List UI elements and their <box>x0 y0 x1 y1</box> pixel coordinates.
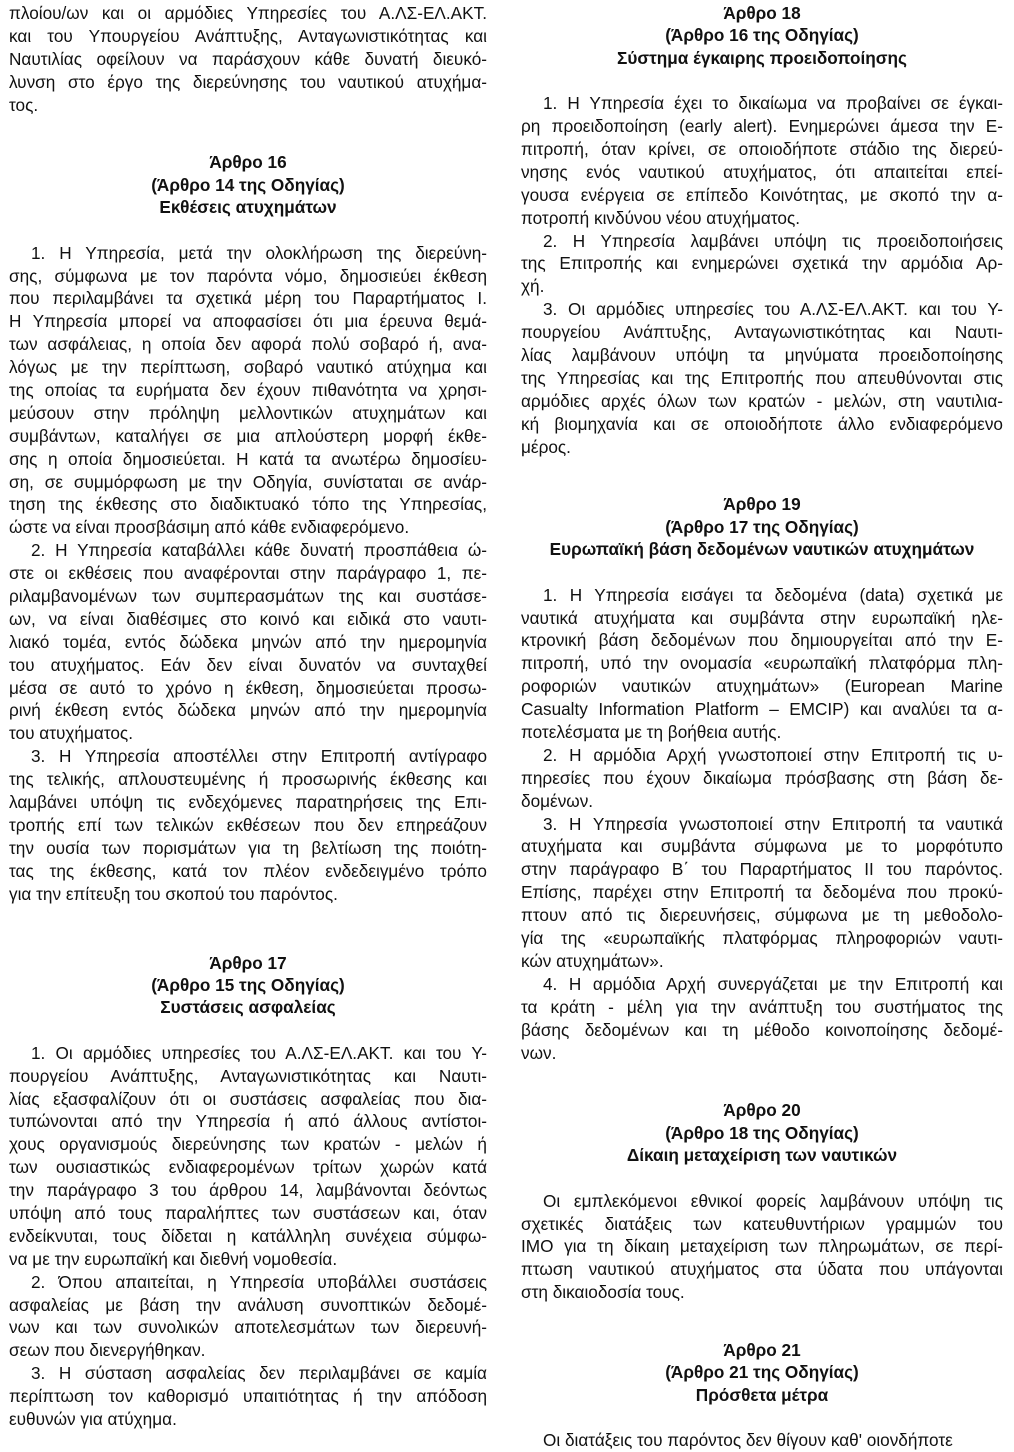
text-line: Οι διατάξεις του παρόντος δεν θίγουν καθ' οιονδήποτε <box>543 1430 953 1451</box>
text-line: σεων που διενεργήθηκαν. <box>9 1340 206 1361</box>
text-line: λαμβάνει υπόψη τις ενδεχόμενες παρατηρήσεις της Επι- <box>9 792 487 813</box>
text-line: 2. Όπου απαιτείται, η Υπηρεσία υποβάλλει συστάσεις <box>31 1271 487 1292</box>
paragraph <box>521 744 1003 813</box>
text-line: νησης ενός ναυτικού ατυχήματος, ότι απαιτείται επεί- <box>521 161 1003 182</box>
text-line: στε οι εκθέσεις που αναφέρονται στην παράγραφο 1, πε- <box>9 563 487 584</box>
text-line: πιτροπή, υπό την ονομασία «ευρωπαϊκή πλατφόρμα πλη- <box>521 653 1003 674</box>
text-line: Επίσης, παρέχει στην Επιτροπή τα δεδομένα που προκύ- <box>521 882 1003 903</box>
text-line: κών ατυχημάτων». <box>521 950 664 971</box>
right-column <box>521 2 1003 1452</box>
text-line: για την επίτευξη του σκοπού του παρόντος. <box>9 883 338 904</box>
article-title: Ευρωπαϊκή βάση δεδομένων ναυτικών ατυχημάτων <box>549 539 975 560</box>
text-line: ατυχήματα και συμβάντα σύμφωνα με το μορφότυπο <box>521 836 1003 857</box>
spacer <box>521 1304 1003 1339</box>
text-line: νων και των συνολικών αποτελεσμάτων των διερευνή- <box>9 1317 487 1338</box>
text-line: αρμόδιες αρχές όλων των κρατών - μελών, στη ναυτιλια- <box>521 390 1003 411</box>
article-title: Δίκαιη μεταχείριση των ναυτικών <box>626 1145 898 1166</box>
article-heading-16 <box>9 151 487 218</box>
paragraph <box>9 242 487 540</box>
intro-paragraph <box>9 2 487 116</box>
article-body-16 <box>9 242 487 906</box>
text-line: ποτελέσματα με τη βοήθεια αυτής. <box>521 722 782 743</box>
text-line: ποτροπή κινδύνου νέου ατυχήματος. <box>521 207 801 228</box>
text-line: ώστε να είναι προσβάσιμη από κάθε ενδιαφερόμενο. <box>9 517 410 538</box>
article-directive-ref: (Άρθρο 21 της Οδηγίας) <box>665 1362 859 1383</box>
article-number: Άρθρο 16 <box>209 152 287 173</box>
spacer <box>9 219 487 242</box>
text-line: και του Υπουργείου Ανάπτυξης, Ανταγωνιστικότητας και <box>9 25 487 46</box>
text-line: λόγως με την περίπτωση, σοβαρό ναυτικό ατύχημα και <box>9 357 487 378</box>
text-line: τος. <box>9 94 39 115</box>
paragraph <box>521 813 1003 973</box>
paragraph <box>521 1190 1003 1304</box>
text-line: 1. Η Υπηρεσία, μετά την ολοκλήρωση της διερεύνη- <box>31 242 487 263</box>
text-line: μέσα σε αυτό το χρόνο η έκθεση, δημοσιεύεται προσω- <box>9 677 487 698</box>
text-line: κή βιομηχανία και σε οποιοδήποτε άλλο ενδιαφερόμενο <box>521 413 1003 434</box>
text-line: που περιλαμβάνει τα σχετικά μέρη του Παραρτήματος Ι. <box>9 288 487 309</box>
article-directive-ref: (Άρθρο 17 της Οδηγίας) <box>665 516 859 537</box>
text-line: των ασφάλειας, η οποία δεν αφορά πολύ σοβαρό ή, ανα- <box>9 334 487 355</box>
text-line: πτουν από τις διερευνήσεις, σύμφωνα με τη μεθοδολο- <box>521 905 1003 926</box>
text-line: 1. Η Υπηρεσία εισάγει τα δεδομένα (data) σχετικά με <box>543 584 1003 605</box>
text-line: σχετικές διατάξεις των κατευθυντήριων γραμμών του <box>521 1213 1003 1234</box>
paragraph <box>9 745 487 905</box>
article-title: Σύστημα έγκαιρης προειδοποίησης <box>617 47 907 68</box>
text-line: του ατυχήματος. <box>9 723 133 744</box>
text-line: τηση της έκθεσης στο διαδικτυακό τόπο της Υπηρεσίας, <box>9 494 487 515</box>
article-body-19 <box>521 584 1003 1065</box>
spacer <box>521 1064 1003 1099</box>
text-line: 3. Η Υπηρεσία γνωστοποιεί στην Επιτροπή τα ναυτικά <box>543 813 1003 834</box>
spacer <box>521 1167 1003 1190</box>
article-body-17 <box>9 1042 487 1431</box>
text-line: της Επιτροπής και ενημερώνει σχετικά την αρμόδια Αρ- <box>521 253 1003 274</box>
text-line: τα κράτη - μέλη για την ανάπτυξη του συστήματος της <box>521 996 1003 1017</box>
text-line: γουσα ενέργεια σε επίπεδο Κοινότητας, με σκοπό την α- <box>521 184 1003 205</box>
text-line: δομένων. <box>521 790 594 811</box>
text-line: πουργείου Ανάπτυξης, Ανταγωνιστικότητας και Ναυτι- <box>9 1065 487 1086</box>
article-directive-ref: (Άρθρο 15 της Οδηγίας) <box>151 974 345 995</box>
article-heading-18 <box>521 2 1003 69</box>
text-line: ροφοριών ναυτικών ατυχημάτων» (European Marine <box>521 676 1003 697</box>
article-number: Άρθρο 21 <box>723 1340 801 1361</box>
paragraph <box>9 539 487 745</box>
text-line: συμβάντων, καταλήγει σε μια απλούστερη μορφή έκθε- <box>9 425 487 446</box>
text-line: πουργείου Ανάπτυξης, Ανταγωνιστικότητας και Ναυτι- <box>521 322 1003 343</box>
text-line: λιακό τομέα, εντός δώδεκα μηνών από την ημερομηνία <box>9 631 487 652</box>
paragraph <box>521 92 1003 229</box>
text-line: ρη προειδοποίηση (early alert). Ενημερώνει άμεσα την Ε- <box>521 116 1003 137</box>
text-line: πλοίου/ων και οι αρμόδιες Υπηρεσίες του Α.ΛΣ-ΕΛ.ΑΚΤ. <box>9 3 487 23</box>
article-title: Συστάσεις ασφαλείας <box>160 997 336 1018</box>
text-line: των ουσιαστικώς ενδιαφερομένων τρίτων χωρών κατά <box>9 1157 487 1178</box>
text-line: πηρεσίες που έχουν δικαίωμα πρόσβασης στη βάση δε- <box>521 767 1003 788</box>
article-number: Άρθρο 17 <box>209 952 287 973</box>
text-line: ων, να είναι διαθέσιμες στο κοινό και ειδικά στο ναυτι- <box>9 608 487 629</box>
text-line: ση, σε συμμόρφωση με την Οδηγία, συνίσταται σε ανάρ- <box>9 471 487 492</box>
article-heading-21 <box>521 1339 1003 1406</box>
text-line: λίας λαμβάνουν υπόψη τα μηνύματα προειδοποίησης <box>521 345 1003 366</box>
paragraph <box>521 973 1003 1065</box>
text-line: ευθυνών για ατύχημα. <box>9 1408 177 1429</box>
text-line: την παράγραφο 3 του άρθρου 14, λαμβάνονται δεόντως <box>9 1180 487 1201</box>
spacer <box>521 1406 1003 1429</box>
article-body-21 <box>521 1429 1003 1452</box>
text-line: στη δικαιοδοσία τους. <box>521 1282 685 1303</box>
text-line: λίας εξασφαλίζουν ότι οι συστάσεις ασφαλείας που δια- <box>9 1088 487 1109</box>
text-line: τυπώνονται από την Υπηρεσία ή από άλλους αντίστοι- <box>9 1111 487 1132</box>
text-line: Η Υπηρεσία μπορεί να αποφασίσει ότι μια έρευνα θεμά- <box>9 311 487 332</box>
text-line: χή. <box>521 276 545 297</box>
text-line: του ατυχήματος. Εάν δεν είναι δυνατόν να συνταχθεί <box>9 654 487 675</box>
text-line: τας της έκθεσης, κατά τον πλέον ενδεδειγμένο τρόπο <box>9 860 487 881</box>
text-line: ναυτικά ατυχήματα και συμβάντα στην ευρωπαϊκή ηλε- <box>521 607 1003 628</box>
text-line: τροπής επί των τελικών εκθέσεων που δεν επηρεάζουν <box>9 814 487 835</box>
paragraph <box>521 584 1003 744</box>
spacer <box>521 561 1003 584</box>
text-line: βάσης δεδομένων και τη μέθοδο κοινοποίησης δεδομέ- <box>521 1019 1003 1040</box>
article-heading-20 <box>521 1099 1003 1166</box>
spacer <box>9 116 487 151</box>
left-column <box>9 2 487 1431</box>
text-line: 3. Η σύσταση ασφαλείας δεν περιλαμβάνει σε καμία <box>31 1363 487 1384</box>
article-directive-ref: (Άρθρο 14 της Οδηγίας) <box>151 174 345 195</box>
text-line: Ναυτιλίας οφείλουν να παράσχουν κάθε δυνατή διευκό- <box>9 48 487 69</box>
text-line: στην παράγραφο Β΄ του Παραρτήματος ΙΙ του παρόντος. <box>521 859 1003 880</box>
article-number: Άρθρο 19 <box>723 494 801 515</box>
text-line: ρινή έκθεση εντός δώδεκα μηνών από την ημερομηνία <box>9 700 487 721</box>
text-line: ενδείκνυται, τους δίδεται η κατάλληλη συνέχεια σύμφω- <box>9 1225 487 1246</box>
text-line: χους οργανισμούς διερεύνησης των κρατών - μελών ή <box>9 1134 487 1155</box>
text-line: Casualty Information Platform – EMCIP) και αναλύει τα α- <box>521 699 1003 720</box>
text-line: περίπτωση τον καθορισμό υπαιτιότητας ή την απόδοση <box>9 1386 487 1407</box>
spacer <box>9 1019 487 1042</box>
article-title: Εκθέσεις ατυχημάτων <box>159 197 337 218</box>
text-line: σης, σύμφωνα με τον παρόντα νόμο, δημοσιεύει έκθεση <box>9 265 487 286</box>
text-line: ριλαμβανομένων των συμπερασμάτων της και συστάσε- <box>9 586 487 607</box>
text-line: ασφαλείας με βάση την ανάλυση συνοπτικών δεδομέ- <box>9 1294 487 1315</box>
text-line: 4. Η αρμόδια Αρχή συνεργάζεται με την Επιτροπή και <box>543 973 1003 994</box>
text-line: 3. Οι αρμόδιες υπηρεσίες του Α.ΛΣ-ΕΛ.ΑΚΤ. και του Υ- <box>543 299 1003 320</box>
text-line: μεύσουν στην πρόληψη μελλοντικών ατυχημάτων και <box>9 402 487 423</box>
text-line: την ουσία των πορισμάτων για τη βελτίωση της ποιότη- <box>9 837 487 858</box>
paragraph <box>9 1271 487 1363</box>
text-line: 2. Η αρμόδια Αρχή γνωστοποιεί στην Επιτροπή τις υ- <box>543 744 1003 765</box>
article-heading-19 <box>521 493 1003 560</box>
spacer <box>9 906 487 952</box>
article-title: Πρόσθετα μέτρα <box>695 1384 829 1405</box>
paragraph <box>9 1362 487 1431</box>
article-directive-ref: (Άρθρο 16 της Οδηγίας) <box>665 25 859 46</box>
paragraph <box>9 1042 487 1271</box>
text-line: πτωση ναυτικού ατυχήματος στα ύδατα που υπάγονται <box>521 1259 1003 1280</box>
paragraph <box>521 1429 1003 1452</box>
text-line: της τελικής, απλουστευμένης ή προσωρινής έκθεσης και <box>9 769 487 790</box>
text-line: 1. Η Υπηρεσία έχει το δικαίωμα να προβαίνει σε έγκαι- <box>543 93 1003 114</box>
article-heading-17 <box>9 952 487 1019</box>
paragraph <box>521 230 1003 299</box>
text-line: να με την ευρωπαϊκή και διεθνή νομοθεσία. <box>9 1248 338 1269</box>
article-number: Άρθρο 20 <box>723 1100 801 1121</box>
text-line: 2. Η Υπηρεσία λαμβάνει υπόψη τις προειδοποιήσεις <box>543 230 1003 251</box>
text-line: ΙΜΟ για τη δίκαιη μεταχείριση των πληρωμάτων, σε περί- <box>521 1236 1003 1257</box>
text-line: νων. <box>521 1042 557 1063</box>
text-line: κτρονική βάση δεδομένων που δημιουργείται από την Ε- <box>521 630 1003 651</box>
article-number: Άρθρο 18 <box>723 3 801 23</box>
text-line: μέρος. <box>521 436 571 457</box>
spacer <box>521 458 1003 493</box>
text-line: γία της «ευρωπαϊκής πλατφόρμας πληροφοριών ναυτι- <box>521 928 1003 949</box>
text-line: 2. Η Υπηρεσία καταβάλλει κάθε δυνατή προσπάθεια ώ- <box>31 540 487 561</box>
text-line: της οποίας τα ευρήματα δεν έχουν πιθανότητα να χρησι- <box>9 380 487 401</box>
article-directive-ref: (Άρθρο 18 της Οδηγίας) <box>665 1122 859 1143</box>
text-line: σης η οποία δημοσιεύεται. Η κατά τα ανωτέρω δημοσίευ- <box>9 448 487 469</box>
text-line: υπόψη από τους παραλήπτες των συστάσεων και, όταν <box>9 1202 487 1223</box>
article-body-20 <box>521 1190 1003 1304</box>
text-line: Οι εμπλεκόμενοι εθνικοί φορείς λαμβάνουν υπόψη τις <box>543 1190 1003 1211</box>
text-line: πιτροπή, όταν κρίνει, σε οποιοδήποτε στάδιο της διερεύ- <box>521 139 1003 159</box>
text-line: λυνση στο έργο της διερεύνησης του ναυτικού ατυχήμα- <box>9 71 487 92</box>
text-line: 1. Οι αρμόδιες υπηρεσίες του Α.ΛΣ-ΕΛ.ΑΚΤ. και του Υ- <box>31 1042 487 1063</box>
article-body-18 <box>521 92 1003 458</box>
spacer <box>521 69 1003 92</box>
text-line: 3. Η Υπηρεσία αποστέλλει στην Επιτροπή αντίγραφο <box>31 746 487 767</box>
text-line: της Υπηρεσίας και της Επιτροπής που απευθύνονται στις <box>521 367 1003 388</box>
paragraph <box>521 298 1003 458</box>
